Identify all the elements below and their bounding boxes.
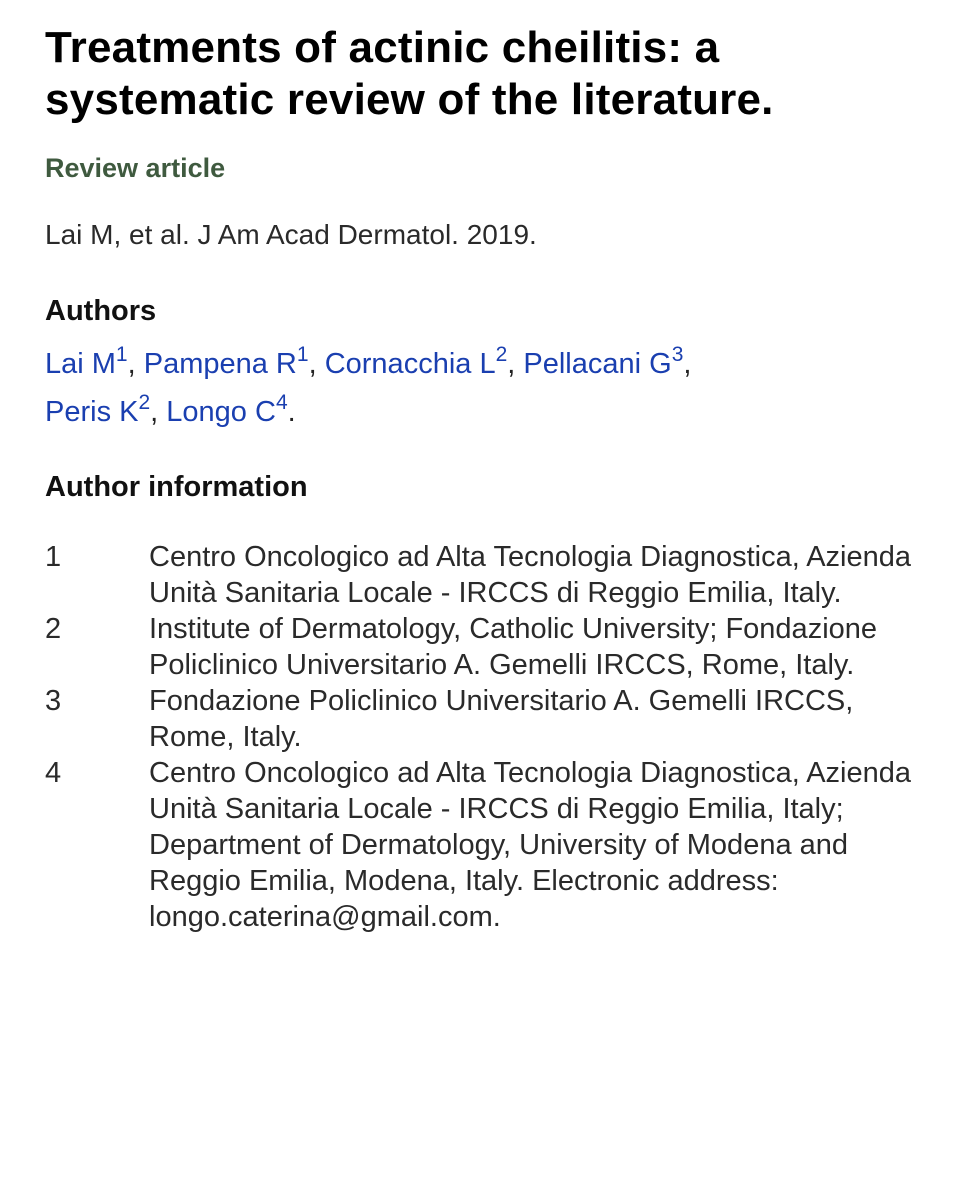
author-separator: , bbox=[150, 396, 167, 428]
citation-line: Lai M, et al. J Am Acad Dermatol. 2019. bbox=[45, 219, 537, 250]
author-list-terminator: . bbox=[287, 396, 296, 428]
author-name: Lai M bbox=[45, 348, 116, 380]
affiliation-number: 2 bbox=[45, 613, 62, 645]
author-separator: , bbox=[308, 348, 325, 380]
author-name: Pellacani G bbox=[523, 348, 672, 380]
author-information-heading: Author information bbox=[45, 471, 308, 503]
author-name: Longo C bbox=[166, 396, 276, 428]
author-link[interactable] bbox=[45, 391, 151, 428]
affiliation-text: Centro Oncologico ad Alta Tecnologia Diagnostica, Azienda Unità Sanitaria Locale - IRCCS di Reggio Emilia, Italy; Department of Dermatology, University of Modena and Reggio Emilia, Modena, Italy. Electronic address: longo.caterina@gmail.com. bbox=[149, 757, 912, 933]
author-affiliation-ref: 4 bbox=[275, 391, 288, 414]
author-link[interactable] bbox=[143, 343, 309, 380]
author-affiliation-ref: 1 bbox=[296, 343, 309, 366]
article-type-label: Review article bbox=[45, 153, 226, 183]
author-affiliation-ref: 3 bbox=[671, 343, 684, 366]
affiliation-text: Centro Oncologico ad Alta Tecnologia Diagnostica, Azienda Unità Sanitaria Locale - IRCCS di Reggio Emilia, Italy. bbox=[149, 541, 912, 609]
author-name: Cornacchia L bbox=[324, 348, 496, 380]
author-affiliation-ref: 1 bbox=[115, 343, 128, 366]
article-title: Treatments of actinic cheilitis: a systematic review of the literature. bbox=[45, 23, 774, 124]
author-name: Pampena R bbox=[143, 348, 297, 380]
author-separator: , bbox=[127, 348, 144, 380]
author-link[interactable] bbox=[523, 343, 684, 380]
article-page bbox=[45, 22, 925, 935]
affiliation-row bbox=[45, 683, 925, 755]
affiliation-row bbox=[45, 611, 925, 683]
author-link[interactable] bbox=[45, 343, 128, 380]
affiliation-row bbox=[45, 539, 925, 611]
authors-heading: Authors bbox=[45, 295, 157, 327]
affiliation-number: 4 bbox=[45, 757, 62, 789]
author-affiliation-ref: 2 bbox=[138, 391, 151, 414]
author-affiliation-ref: 2 bbox=[495, 343, 508, 366]
affiliation-text: Fondazione Policlinico Universitario A. Gemelli IRCCS, Rome, Italy. bbox=[149, 685, 854, 753]
affiliation-number: 1 bbox=[45, 541, 62, 573]
affiliation-number: 3 bbox=[45, 685, 62, 717]
author-separator: , bbox=[683, 348, 692, 380]
author-list bbox=[45, 340, 925, 436]
author-link[interactable] bbox=[324, 343, 508, 380]
author-separator: , bbox=[507, 348, 524, 380]
affiliation-text: Institute of Dermatology, Catholic University; Fondazione Policlinico Universitario A. Gemelli IRCCS, Rome, Italy. bbox=[149, 613, 878, 681]
author-link[interactable] bbox=[166, 391, 288, 428]
affiliation-list bbox=[45, 539, 925, 935]
author-name: Peris K bbox=[45, 396, 139, 428]
affiliation-row bbox=[45, 755, 925, 935]
